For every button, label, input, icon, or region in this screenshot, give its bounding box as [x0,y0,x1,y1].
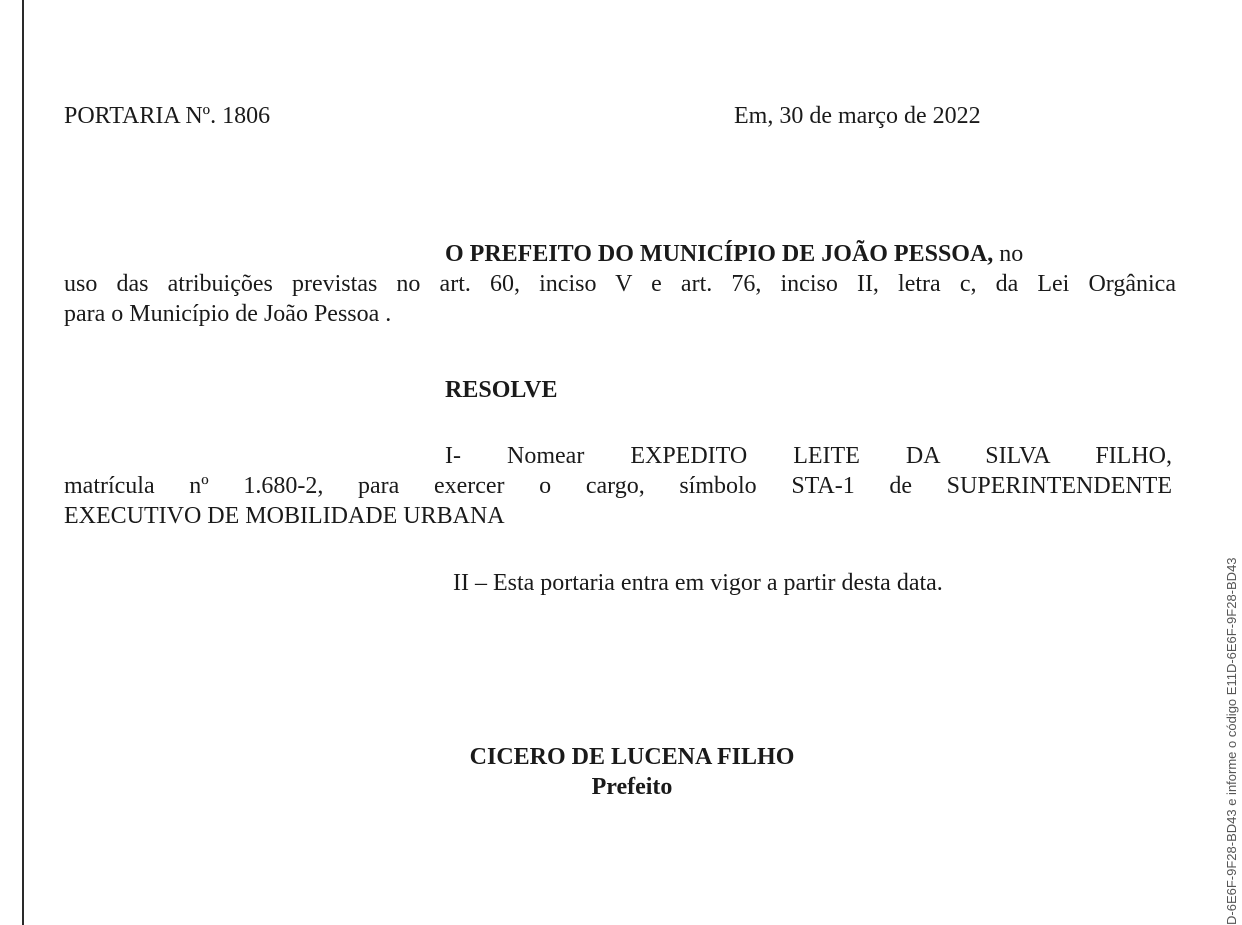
intro-first-line-tail: no [993,241,1024,267]
signer-title: Prefeito [591,774,673,800]
item-two: II – Esta portaria entra em vigor a partir desta data. [453,570,943,596]
item-one-line-two: matrícula nº 1.680-2, para exercer o cargo, símbolo STA-1 de SUPERINTENDENTE [64,473,1172,499]
signer-name: CICERO DE LUCENA FILHO [469,744,795,770]
intro-second-line: uso das atribuições previstas no art. 60, inciso V e art. 76, inciso II, letra c, da Lei Orgânica [64,271,1176,297]
intro-first-line [445,241,1023,268]
item-one-line-one: I- Nomear EXPEDITO LEITE DA SILVA FILHO, [445,443,1172,469]
page-left-border [22,0,24,925]
item-one-line-three: EXECUTIVO DE MOBILIDADE URBANA [64,503,505,529]
resolve-heading: RESOLVE [445,377,558,403]
verification-code-sidebar: D-6E6F-9F28-BD43 e informe o código E11D-6E6F-9F28-BD43 [1224,557,1239,925]
intro-third-line: para o Município de João Pessoa . [64,301,392,327]
document-date: Em, 30 de março de 2022 [734,103,981,129]
portaria-number: PORTARIA Nº. 1806 [64,103,271,129]
mayor-heading: O PREFEITO DO MUNICÍPIO DE JOÃO PESSOA, [445,241,994,267]
